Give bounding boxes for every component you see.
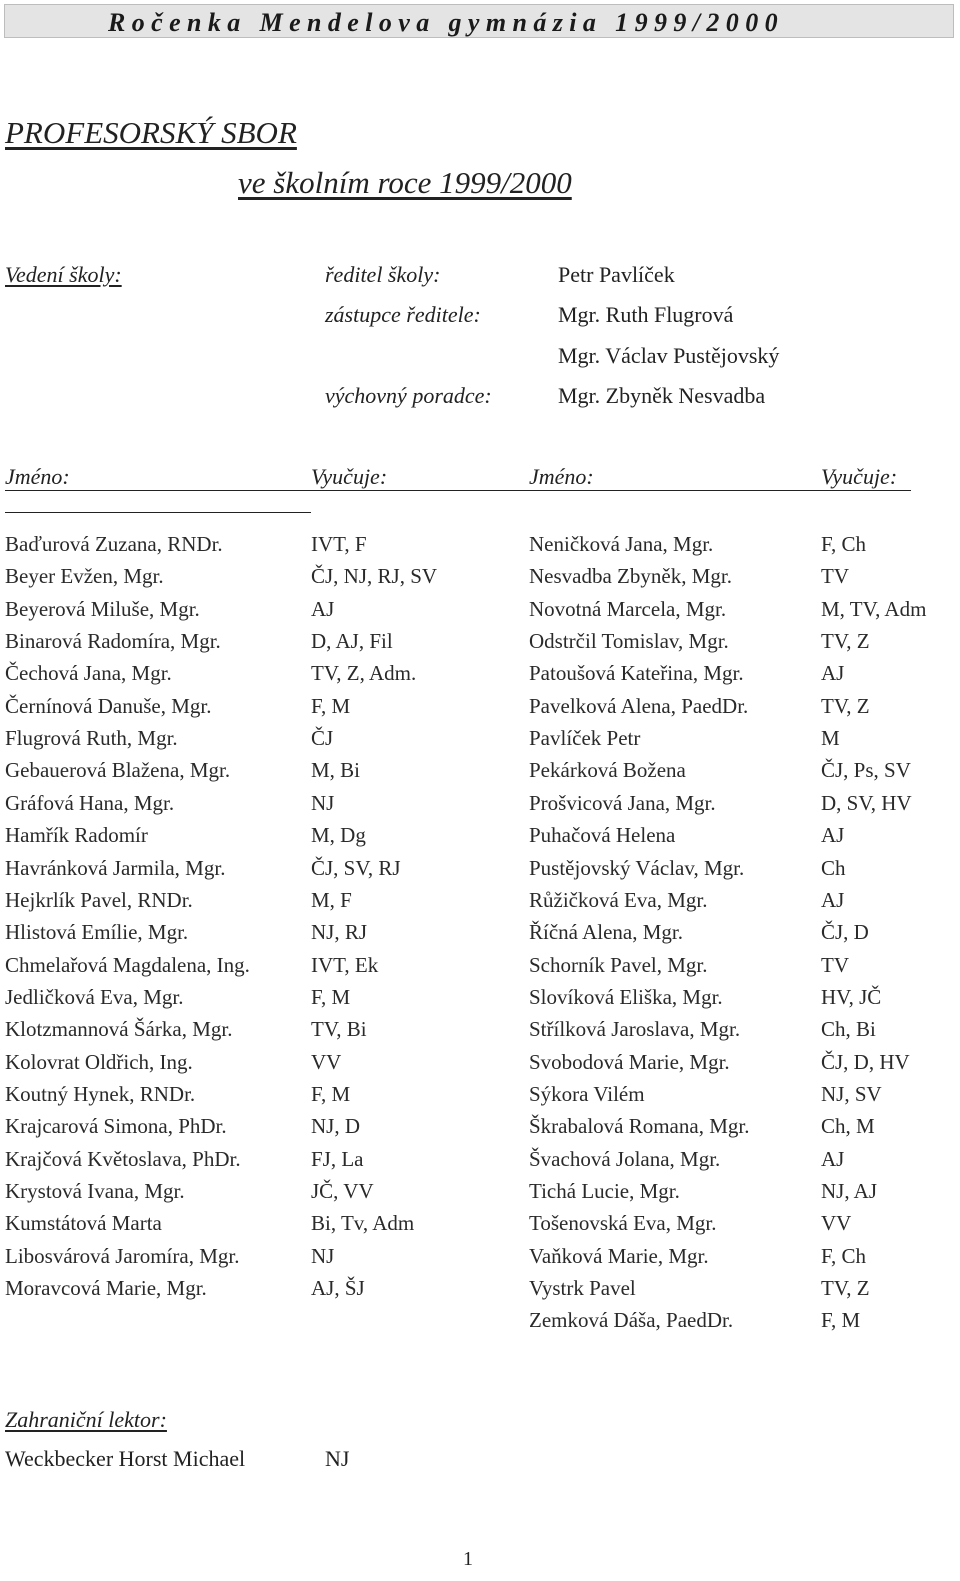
staff-name-right: Novotná Marcela, Mgr. bbox=[529, 597, 727, 621]
column-header-subjects-right: Vyučuje: bbox=[821, 464, 898, 489]
staff-name-right: Nesvadba Zbyněk, Mgr. bbox=[529, 564, 732, 588]
page-number: 1 bbox=[463, 1548, 473, 1570]
staff-subjects-left: ČJ, NJ, RJ, SV bbox=[311, 564, 438, 588]
staff-name-right: Svobodová Marie, Mgr. bbox=[529, 1050, 730, 1074]
staff-subjects-left: VV bbox=[311, 1050, 342, 1074]
staff-name-left: Hamřík Radomír bbox=[5, 823, 148, 847]
staff-name-right: Neničková Jana, Mgr. bbox=[529, 532, 714, 556]
staff-name-right: Patoušová Kateřina, Mgr. bbox=[529, 661, 744, 685]
staff-subjects-right: TV bbox=[821, 953, 849, 977]
staff-name-right: Puhačová Helena bbox=[529, 823, 676, 847]
staff-name-left: Klotzmannová Šárka, Mgr. bbox=[5, 1017, 233, 1041]
staff-name-left: Čechová Jana, Mgr. bbox=[5, 661, 172, 685]
staff-name-left: Chmelařová Magdalena, Ing. bbox=[5, 953, 250, 977]
staff-name-left: Gebauerová Blažena, Mgr. bbox=[5, 758, 231, 782]
staff-name-left: Havránková Jarmila, Mgr. bbox=[5, 856, 226, 880]
staff-name-left: Hlistová Emílie, Mgr. bbox=[5, 920, 189, 944]
staff-subjects-right: ČJ, Ps, SV bbox=[821, 758, 911, 782]
staff-name-right: Prošvicová Jana, Mgr. bbox=[529, 791, 716, 815]
staff-name-left: Hejkrlík Pavel, RNDr. bbox=[5, 888, 193, 912]
staff-subjects-right: AJ bbox=[821, 1147, 845, 1171]
staff-subjects-left: FJ, La bbox=[311, 1147, 364, 1171]
staff-name-left: Beyer Evžen, Mgr. bbox=[5, 564, 164, 588]
column-header-subjects-left: Vyučuje: bbox=[311, 464, 388, 489]
advisor-role: výchovný poradce: bbox=[325, 383, 492, 408]
staff-name-right: Slovíková Eliška, Mgr. bbox=[529, 985, 723, 1009]
column-header-name-right: Jméno: bbox=[529, 464, 594, 489]
staff-name-left: Kolovrat Oldřich, Ing. bbox=[5, 1050, 193, 1074]
page-title: PROFESORSKÝ SBOR bbox=[5, 115, 297, 150]
staff-name-right: Pavlíček Petr bbox=[529, 726, 641, 750]
staff-name-right: Říčná Alena, Mgr. bbox=[529, 920, 683, 944]
staff-name-left: Libosvárová Jaromíra, Mgr. bbox=[5, 1244, 240, 1268]
deputy-role: zástupce ředitele: bbox=[325, 302, 481, 327]
director-role: ředitel školy: bbox=[325, 262, 441, 287]
staff-subjects-left: F, M bbox=[311, 985, 351, 1009]
deputy-name-2: Mgr. Václav Pustějovský bbox=[558, 343, 780, 368]
staff-subjects-right: AJ bbox=[821, 661, 845, 685]
staff-subjects-left: F, M bbox=[311, 1082, 351, 1106]
staff-subjects-right: F, Ch bbox=[821, 1244, 867, 1268]
staff-name-left: Černínová Danuše, Mgr. bbox=[5, 694, 212, 718]
staff-name-right: Odstrčil Tomislav, Mgr. bbox=[529, 629, 729, 653]
staff-name-right: Pekárková Božena bbox=[529, 758, 686, 782]
staff-name-left: Koutný Hynek, RNDr. bbox=[5, 1082, 196, 1106]
staff-name-left: Krystová Ivana, Mgr. bbox=[5, 1179, 185, 1203]
staff-name-right: Sýkora Vilém bbox=[529, 1082, 645, 1106]
column-header-underline bbox=[5, 490, 911, 491]
staff-name-left: Binarová Radomíra, Mgr. bbox=[5, 629, 221, 653]
staff-subjects-left: NJ, D bbox=[311, 1114, 361, 1138]
foreign-lecturer-label: Zahraniční lektor: bbox=[5, 1407, 167, 1432]
staff-name-left: Jedličková Eva, Mgr. bbox=[5, 985, 184, 1009]
staff-subjects-left: AJ bbox=[311, 597, 335, 621]
staff-subjects-right: F, M bbox=[821, 1308, 861, 1332]
staff-subjects-right: TV bbox=[821, 564, 849, 588]
staff-subjects-left: ČJ bbox=[311, 726, 334, 750]
staff-subjects-right: TV, Z bbox=[821, 1276, 870, 1300]
staff-name-left: Gráfová Hana, Mgr. bbox=[5, 791, 175, 815]
staff-subjects-right: Ch, M bbox=[821, 1114, 875, 1138]
staff-subjects-left: NJ, RJ bbox=[311, 920, 368, 944]
staff-subjects-right: ČJ, D, HV bbox=[821, 1050, 910, 1074]
running-header-text: Ročenka Mendelova gymnázia 1999/2000 bbox=[108, 8, 784, 37]
advisor-name: Mgr. Zbyněk Nesvadba bbox=[558, 383, 766, 408]
staff-subjects-right: TV, Z bbox=[821, 694, 870, 718]
staff-subjects-right: AJ bbox=[821, 888, 845, 912]
staff-subjects-left: M, F bbox=[311, 888, 352, 912]
management-label: Vedení školy: bbox=[5, 262, 122, 287]
staff-subjects-left: AJ, ŠJ bbox=[311, 1276, 365, 1300]
staff-name-left: Krajcarová Simona, PhDr. bbox=[5, 1114, 227, 1138]
foreign-lecturer-subjects: NJ bbox=[325, 1446, 350, 1471]
staff-subjects-left: NJ bbox=[311, 1244, 335, 1268]
staff-subjects-right: VV bbox=[821, 1211, 852, 1235]
staff-subjects-left: JČ, VV bbox=[311, 1179, 374, 1203]
staff-name-left: Baďurová Zuzana, RNDr. bbox=[5, 532, 223, 556]
staff-subjects-left: ČJ, SV, RJ bbox=[311, 856, 401, 880]
staff-subjects-right: M, TV, Adm bbox=[821, 597, 927, 621]
staff-subjects-right: NJ, SV bbox=[821, 1082, 882, 1106]
staff-subjects-left: M, Dg bbox=[311, 823, 366, 847]
foreign-lecturer-name: Weckbecker Horst Michael bbox=[5, 1446, 246, 1471]
staff-subjects-right: ČJ, D bbox=[821, 920, 869, 944]
staff-name-right: Škrabalová Romana, Mgr. bbox=[529, 1114, 750, 1138]
staff-subjects-right: TV, Z bbox=[821, 629, 870, 653]
staff-name-right: Tichá Lucie, Mgr. bbox=[529, 1179, 680, 1203]
staff-name-right: Schorník Pavel, Mgr. bbox=[529, 953, 708, 977]
staff-subjects-right: F, Ch bbox=[821, 532, 867, 556]
staff-name-right: Pavelková Alena, PaedDr. bbox=[529, 694, 749, 718]
staff-subjects-right: Ch, Bi bbox=[821, 1017, 876, 1041]
staff-name-left: Krajčová Květoslava, PhDr. bbox=[5, 1147, 241, 1171]
staff-name-right: Růžičková Eva, Mgr. bbox=[529, 888, 708, 912]
staff-subjects-right: HV, JČ bbox=[821, 985, 882, 1009]
staff-subjects-right: M bbox=[821, 726, 840, 750]
staff-subjects-left: D, AJ, Fil bbox=[311, 629, 393, 653]
staff-subjects-left: F, M bbox=[311, 694, 351, 718]
deputy-name-1: Mgr. Ruth Flugrová bbox=[558, 302, 734, 327]
page-subtitle: ve školním roce 1999/2000 bbox=[238, 165, 572, 200]
staff-subjects-left: IVT, Ek bbox=[311, 953, 379, 977]
staff-subjects-right: Ch bbox=[821, 856, 846, 880]
staff-name-right: Vystrk Pavel bbox=[529, 1276, 636, 1300]
staff-subjects-left: Bi, Tv, Adm bbox=[311, 1211, 415, 1235]
staff-subjects-left: TV, Bi bbox=[311, 1017, 367, 1041]
staff-name-left: Beyerová Miluše, Mgr. bbox=[5, 597, 200, 621]
staff-name-right: Vaňková Marie, Mgr. bbox=[529, 1244, 709, 1268]
staff-subjects-left: TV, Z, Adm. bbox=[311, 661, 417, 685]
staff-name-left: Flugrová Ruth, Mgr. bbox=[5, 726, 178, 750]
column-header-name-left: Jméno: bbox=[5, 464, 70, 489]
staff-name-right: Pustějovský Václav, Mgr. bbox=[529, 856, 745, 880]
staff-name-left: Kumstátová Marta bbox=[5, 1211, 162, 1235]
staff-subjects-right: AJ bbox=[821, 823, 845, 847]
staff-subjects-right: NJ, AJ bbox=[821, 1179, 878, 1203]
staff-name-right: Zemková Dáša, PaedDr. bbox=[529, 1308, 734, 1332]
staff-name-left: Moravcová Marie, Mgr. bbox=[5, 1276, 207, 1300]
staff-subjects-left: NJ bbox=[311, 791, 335, 815]
column-header-underline-short bbox=[5, 512, 311, 513]
staff-name-right: Švachová Jolana, Mgr. bbox=[529, 1147, 721, 1171]
staff-subjects-left: IVT, F bbox=[311, 532, 367, 556]
director-name: Petr Pavlíček bbox=[558, 262, 675, 287]
running-header bbox=[4, 4, 954, 38]
staff-name-right: Tošenovská Eva, Mgr. bbox=[529, 1211, 717, 1235]
staff-subjects-right: D, SV, HV bbox=[821, 791, 912, 815]
staff-name-right: Střílková Jaroslava, Mgr. bbox=[529, 1017, 741, 1041]
staff-subjects-left: M, Bi bbox=[311, 758, 361, 782]
